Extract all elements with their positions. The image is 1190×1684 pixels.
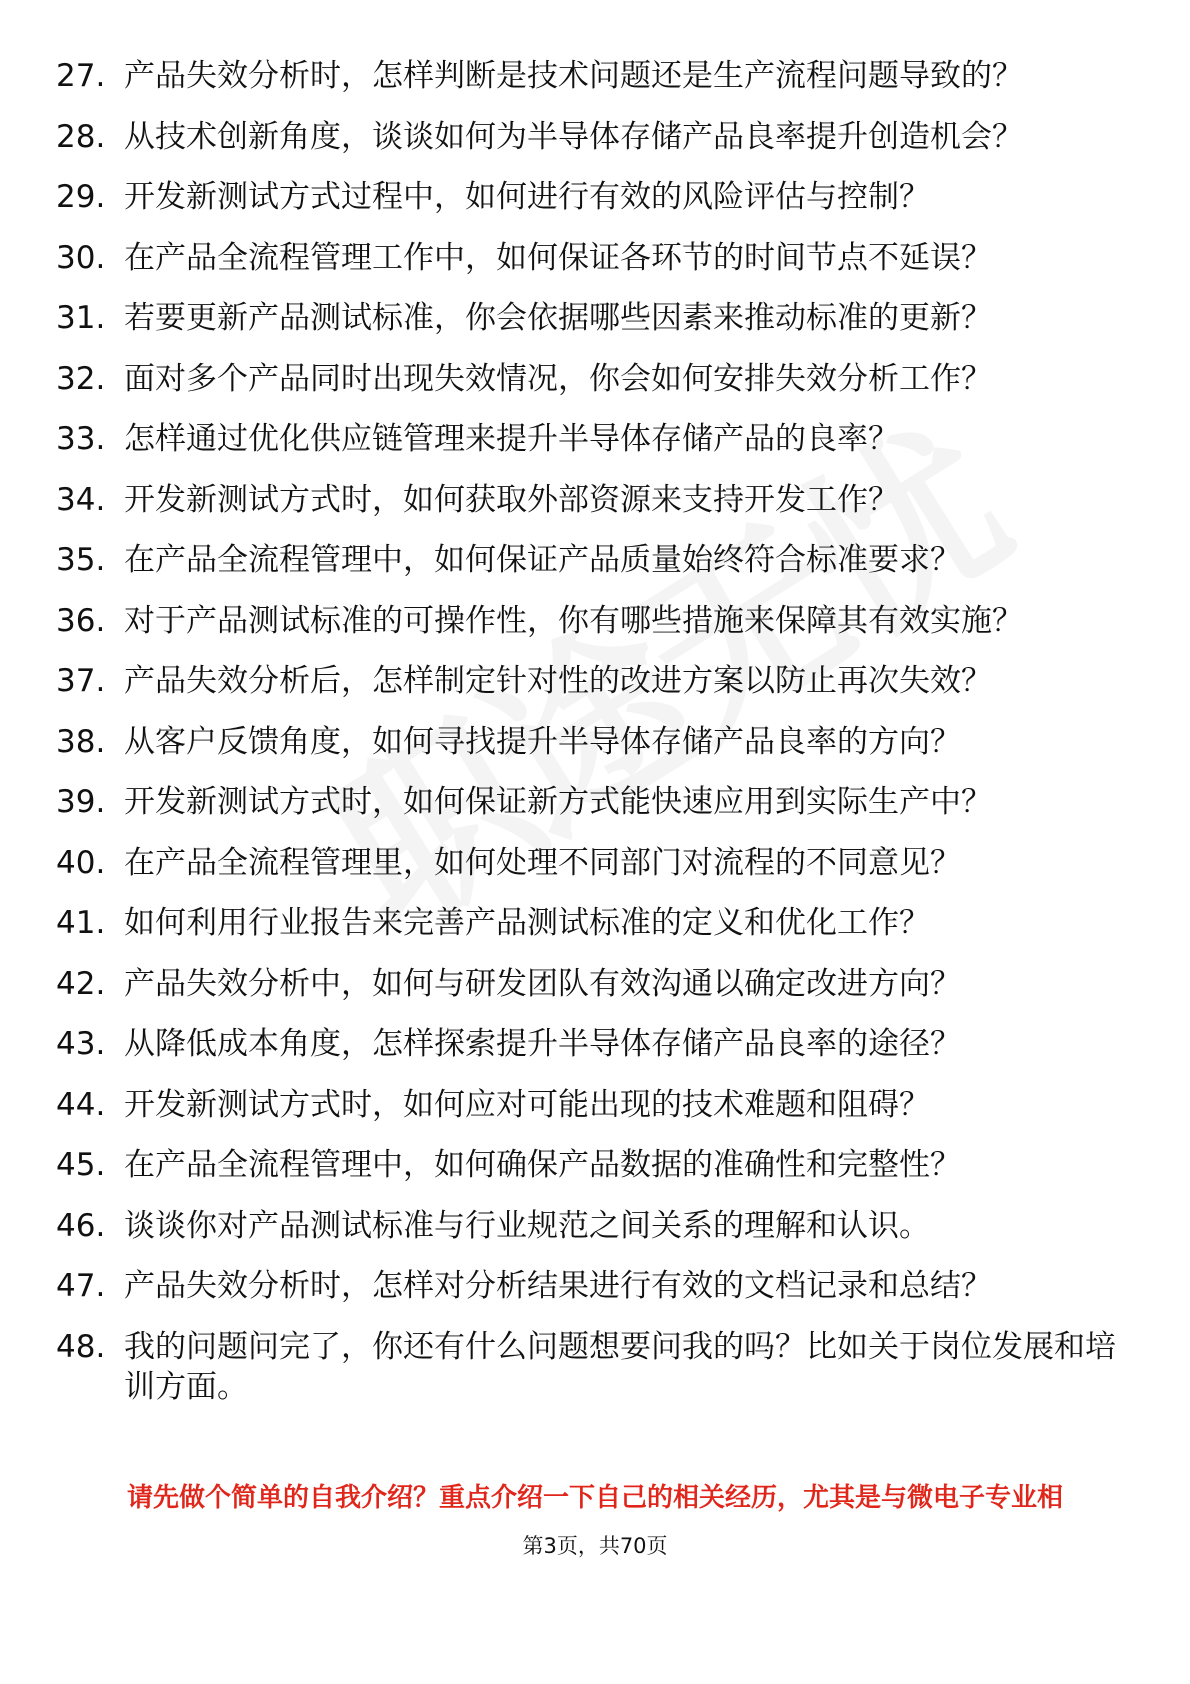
question-text: 开发新测试方式时，如何应对可能出现的技术难题和阻碍？ <box>124 1086 930 1123</box>
question-text: 我的问题问完了，你还有什么问题想要问我的吗？比如关于岗位发展和培训方面。 <box>124 1328 1116 1405</box>
question-text: 谈谈你对产品测试标准与行业规范之间关系的理解和认识。 <box>124 1207 930 1244</box>
question-item <box>56 661 1126 701</box>
question-item <box>56 480 1126 520</box>
question-item <box>56 238 1126 278</box>
question-item <box>56 1266 1126 1306</box>
question-item <box>56 782 1126 822</box>
question-number: 40. <box>56 844 106 881</box>
question-number: 41. <box>56 905 106 941</box>
question-text: 在产品全流程管理工作中，如何保证各环节的时间节点不延误？ <box>124 239 992 276</box>
question-number: 45. <box>56 1147 106 1183</box>
question-number: 31. <box>56 300 106 336</box>
question-text: 产品失效分析时，怎样判断是技术问题还是生产流程问题导致的？ <box>124 58 1023 94</box>
question-number: 30. <box>56 239 106 276</box>
question-number: 48. <box>56 1328 106 1365</box>
question-number: 43. <box>56 1026 106 1062</box>
question-item <box>56 903 1126 943</box>
question-text: 在产品全流程管理里，如何处理不同部门对流程的不同意见？ <box>124 844 961 881</box>
question-number: 47. <box>56 1268 106 1304</box>
question-text: 产品失效分析时，怎样对分析结果进行有效的文档记录和总结？ <box>124 1268 992 1304</box>
question-item <box>56 843 1126 883</box>
question-text: 从降低成本角度，怎样探索提升半导体存储产品良率的途径？ <box>124 1026 961 1062</box>
question-item <box>56 1024 1126 1064</box>
question-text: 产品失效分析后，怎样制定针对性的改进方案以防止再次失效？ <box>124 663 992 699</box>
question-number: 39. <box>56 784 106 820</box>
question-text: 开发新测试方式过程中，如何进行有效的风险评估与控制？ <box>124 179 930 215</box>
question-item <box>56 722 1126 762</box>
promo-banner[interactable]: 请先做个简单的自我介绍？重点介绍一下自己的相关经历，尤其是与微电子专业相 <box>126 1483 1063 1513</box>
question-text: 若要更新产品测试标准，你会依据哪些因素来推动标准的更新？ <box>124 300 992 336</box>
question-number: 33. <box>56 421 106 457</box>
question-number: 38. <box>56 723 106 760</box>
question-item <box>56 177 1126 217</box>
question-number: 29. <box>56 179 106 215</box>
question-number: 27. <box>56 58 106 94</box>
question-text: 对于产品测试标准的可操作性，你有哪些措施来保障其有效实施？ <box>124 602 1023 639</box>
question-number: 32. <box>56 360 106 397</box>
question-item <box>56 540 1126 580</box>
question-number: 34. <box>56 481 106 518</box>
question-text: 怎样通过优化供应链管理来提升半导体存储产品的良率？ <box>124 421 899 457</box>
question-text: 在产品全流程管理中，如何保证产品质量始终符合标准要求？ <box>124 542 961 578</box>
question-item <box>56 601 1126 641</box>
question-text: 开发新测试方式时，如何保证新方式能快速应用到实际生产中？ <box>124 784 992 820</box>
question-list <box>56 56 1126 1427</box>
question-number: 28. <box>56 118 106 155</box>
question-item <box>56 964 1126 1004</box>
question-text: 产品失效分析中，如何与研发团队有效沟通以确定改进方向？ <box>124 965 961 1002</box>
question-item <box>56 298 1126 338</box>
question-item <box>56 1327 1126 1407</box>
question-item <box>56 419 1126 459</box>
question-text: 面对多个产品同时出现失效情况，你会如何安排失效分析工作？ <box>124 360 992 397</box>
question-item <box>56 117 1126 157</box>
question-text: 开发新测试方式时，如何获取外部资源来支持开发工作？ <box>124 481 899 518</box>
question-number: 36. <box>56 602 106 639</box>
question-number: 44. <box>56 1086 106 1123</box>
question-item <box>56 1145 1126 1185</box>
question-item <box>56 1206 1126 1246</box>
question-number: 42. <box>56 965 106 1002</box>
question-number: 35. <box>56 542 106 578</box>
question-item <box>56 56 1126 96</box>
question-item <box>56 359 1126 399</box>
question-number: 37. <box>56 663 106 699</box>
question-text: 在产品全流程管理中，如何确保产品数据的准确性和完整性？ <box>124 1147 961 1183</box>
question-item <box>56 1085 1126 1125</box>
page-footer: 第3页，共70页 <box>522 1534 668 1558</box>
question-number: 46. <box>56 1207 106 1244</box>
question-text: 从技术创新角度，谈谈如何为半导体存储产品良率提升创造机会？ <box>124 118 1023 155</box>
question-text: 从客户反馈角度，如何寻找提升半导体存储产品良率的方向？ <box>124 723 961 760</box>
question-text: 如何利用行业报告来完善产品测试标准的定义和优化工作？ <box>124 905 930 941</box>
